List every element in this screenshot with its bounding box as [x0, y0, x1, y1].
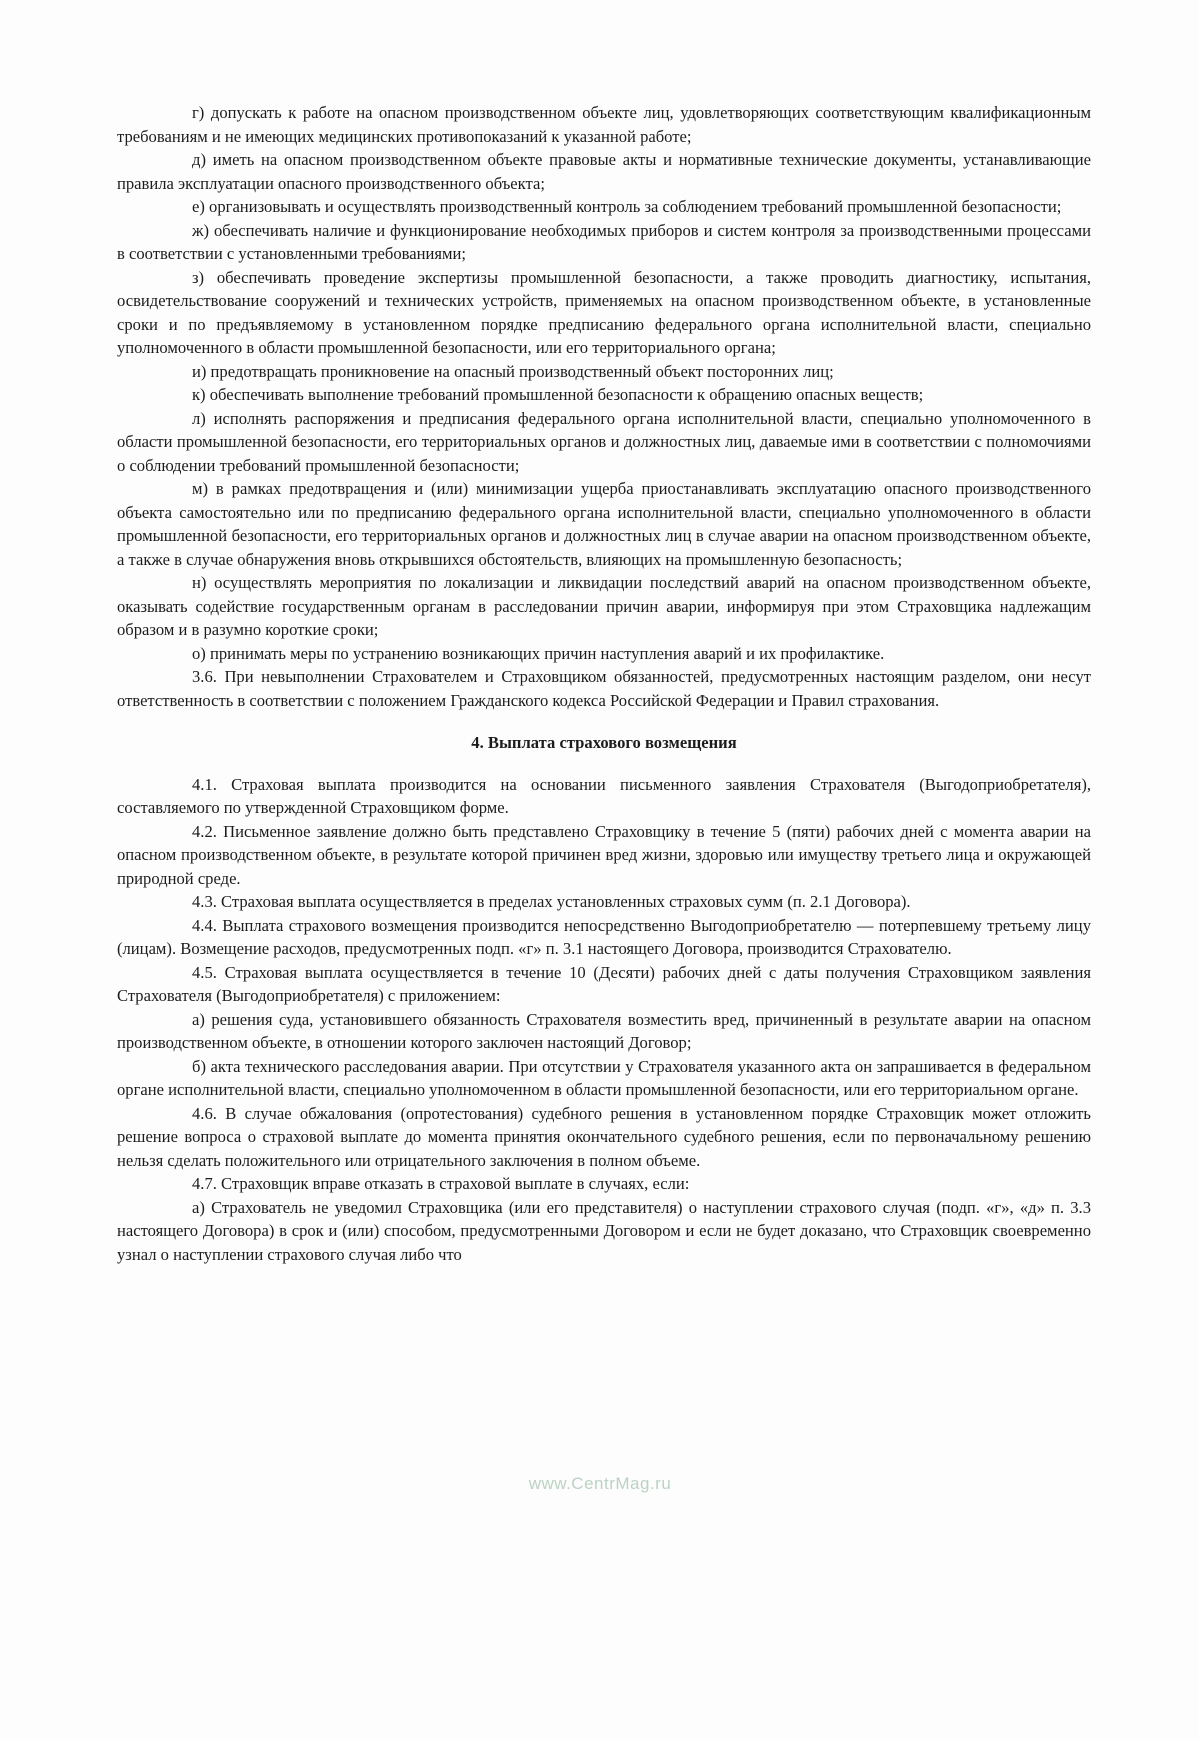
paragraph-o: о) принимать меры по устранению возникающих причин наступления аварий и их профилактике. [192, 643, 885, 663]
paragraph-l: л) исполнять распоряжения и предписания федерального органа исполнительной власти, специально уполномоченного в области промышленной безопасности, его территориальных органов и должностных лиц, даваемые ими в соответствии с полномочиями о соблюдении требований промышленной безопасности; [117, 408, 1091, 475]
paragraph-4-6: 4.6. В случае обжалования (опротестования) судебного решения в установленном порядке Страховщик может отложить решение вопроса о страховой выплате до момента принятия окончательного судебного решения, если по первоначальному решению нельзя сделать положительного или отрицательного заключения в полном объеме. [117, 1103, 1091, 1170]
document-body [117, 101, 1091, 1266]
paragraph-4-3: 4.3. Страховая выплата осуществляется в пределах установленных страховых сумм (п. 2.1 Договора). [192, 892, 911, 911]
paragraph-e: е) организовывать и осуществлять производственный контроль за соблюдением требований промышленной безопасности; [192, 197, 1062, 216]
paragraph-4-5-b: б) акта технического расследования аварии. При отсутствии у Страхователя указанного акта он запрашивается в федеральном органе исполнительной власти, специально уполномоченном в области промышленной безопасности, или его территориальном органе. [117, 1056, 1091, 1099]
watermark: www.CentrMag.ru [528, 1474, 672, 1493]
paragraph-4-1: 4.1. Страховая выплата производится на основании письменного заявления Страхователя (Выгодоприобретателя), составляемого по утвержденной Страховщиком форме. [117, 774, 1091, 817]
paragraph-4-4: 4.4. Выплата страхового возмещения производится непосредственно Выгодоприобретателю — потерпевшему третьему лицу (лицам). Возмещение расходов, предусмотренных подп. «г» п. 3.1 настоящего Договора, производится Страхователю. [117, 915, 1091, 958]
paragraph-z: з) обеспечивать проведение экспертизы промышленной безопасности, а также проводить диагностику, испытания, освидетельствование сооружений и технических устройств, применяемых на опасном производственном объекте, в установленные сроки и по предъявляемому в установленном порядке предписанию федерального органа исполнительной власти, специально уполномоченного в области промышленной безопасности, или его территориального органа; [117, 267, 1091, 357]
paragraph-4-5: 4.5. Страховая выплата осуществляется в течение 10 (Десяти) рабочих дней с даты получения Страховщиком заявления Страхователя (Выгодоприобретателя) с приложением: [117, 962, 1091, 1005]
paragraph-4-7-a: а) Страхователь не уведомил Страховщика (или его представителя) о наступлении страхового случая (подп. «г», «д» п. 3.3 настоящего Договора) в срок и (или) способом, предусмотренными Договором и если не будет доказано, что Страховщик своевременно узнал о наступлении страхового случая либо что [117, 1197, 1091, 1264]
paragraph-n: н) осуществлять мероприятия по локализации и ликвидации последствий аварий на опасном производственном объекте, оказывать содействие государственным органам в расследовании причин аварии, информируя при этом Страховщика надлежащим образом и в разумно короткие сроки; [117, 573, 1091, 639]
paragraph-d: д) иметь на опасном производственном объекте правовые акты и нормативные технические документы, устанавливающие правила эксплуатации опасного производственного объекта; [117, 150, 1091, 193]
paragraph-3-6: 3.6. При невыполнении Страхователем и Страховщиком обязанностей, предусмотренных настоящим разделом, они несут ответственность в соответствии с положением Гражданского кодекса Российской Федерации и Правил страхования. [117, 667, 1091, 710]
paragraph-4-5-a: а) решения суда, установившего обязанность Страхователя возместить вред, причиненный в результате аварии на опасном производственном объекте, в отношении которого заключен настоящий Договор; [117, 1009, 1091, 1052]
section-4-body [117, 773, 1091, 1267]
paragraph-zh: ж) обеспечивать наличие и функционирование необходимых приборов и систем контроля за производственными процессами в соответствии с установленными требованиями; [117, 220, 1091, 263]
paragraph-m: м) в рамках предотвращения и (или) минимизации ущерба приостанавливать эксплуатацию опасного производственного объекта самостоятельно или по предписанию федерального органа исполнительной власти, специально уполномоченного в области промышленной безопасности, его территориальных органов и должностных лиц в случае аварии на опасном производственном объекте, а также в случае обнаружения вновь открывшихся обстоятельств, влияющих на промышленную безопасность; [117, 479, 1091, 569]
paragraph-g: г) допускать к работе на опасном производственном объекте лиц, удовлетворяющих соответствующим квалификационным требованиям и не имеющих медицинских противопоказаний к указанной работе; [117, 103, 1091, 146]
paragraph-4-7: 4.7. Страховщик вправе отказать в страховой выплате в случаях, если: [192, 1174, 690, 1193]
paragraph-4-2: 4.2. Письменное заявление должно быть представлено Страховщику в течение 5 (пяти) рабочих дней с момента аварии на опасном производственном объекте, в результате которой причинен вред жизни, здоровью или имуществу третьего лица и окружающей природной среде. [117, 821, 1091, 888]
paragraph-i: и) предотвращать проникновение на опасный производственный объект посторонних лиц; [192, 361, 834, 381]
obligations-list [117, 101, 1091, 712]
section-heading: 4. Выплата страхового возмещения [471, 733, 737, 752]
paragraph-k: к) обеспечивать выполнение требований промышленной безопасности к обращению опасных веществ; [192, 385, 924, 404]
